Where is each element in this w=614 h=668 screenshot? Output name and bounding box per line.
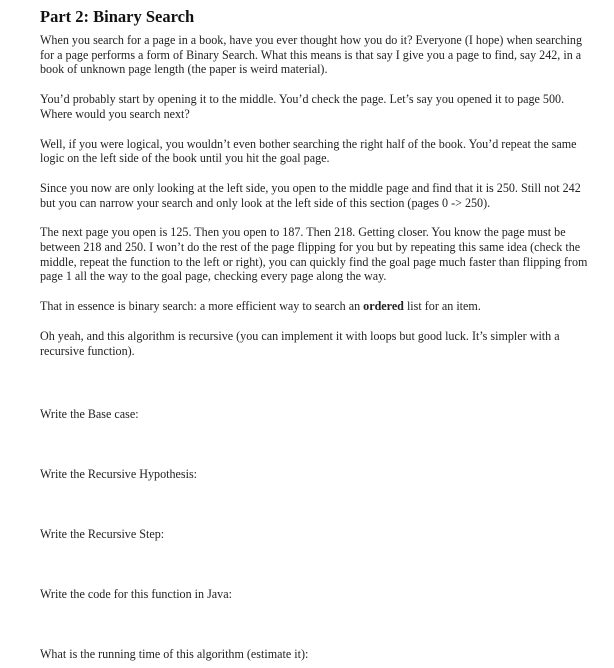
question-recursive-step: Write the Recursive Step: xyxy=(40,527,165,541)
question-java-code: Write the code for this function in Java: xyxy=(40,587,232,601)
summary-bold-word: ordered xyxy=(363,299,404,314)
question-running-time: What is the running time of this algorithm (estimate it): xyxy=(40,647,309,661)
paragraph-open-middle: You’d probably start by opening it to the middle. You’d check the page. Let’s say you opened it to page 500. Where would you search next? xyxy=(40,92,565,121)
paragraph-recursive-note: Oh yeah, and this algorithm is recursive (you can implement it with loops but good luck. It’s simpler with a recursive function). xyxy=(40,328,560,358)
question-base-case: Write the Base case: xyxy=(40,407,139,421)
paragraph-intro: When you search for a page in a book, have you ever thought how you do it? Everyone (I hope) when searching for a page performs a form of Binary Search. What this means is that say I give you a page to find, say 242, in a book of unknown page length (the paper is weird material). xyxy=(40,33,583,77)
question-recursive-hypothesis: Write the Recursive Hypothesis: xyxy=(40,467,198,481)
paragraph-left-side: Since you now are only looking at the left side, you open to the middle page and find that it is 250. Still not 242 but you can narrow your search and only look at the left side of this section (pages 0 -> 250). xyxy=(40,180,581,210)
summary-text-after: list for an item. xyxy=(403,299,481,314)
paragraph-summary xyxy=(40,299,594,314)
summary-text-before: That in essence is binary search: a more efficient way to search an xyxy=(40,299,364,314)
section-heading: Part 2: Binary Search xyxy=(40,7,195,26)
document-body xyxy=(40,7,594,373)
paragraph-logic: Well, if you were logical, you wouldn’t even bother searching the right half of the book. You’d repeat the same logic on the left side of the book until you hit the goal page. xyxy=(40,136,577,166)
paragraph-next-pages: The next page you open is 125. Then you open to 187. Then 218. Getting closer. You know the page must be between 218 and 250. I won’t do the rest of the page flipping for you but by repeating this same idea (check the middle, repeat the function to the left or right), you can quickly find the goal page much faster than flipping from page 1 all the way to the goal page, checking every page along the way. xyxy=(40,225,588,284)
